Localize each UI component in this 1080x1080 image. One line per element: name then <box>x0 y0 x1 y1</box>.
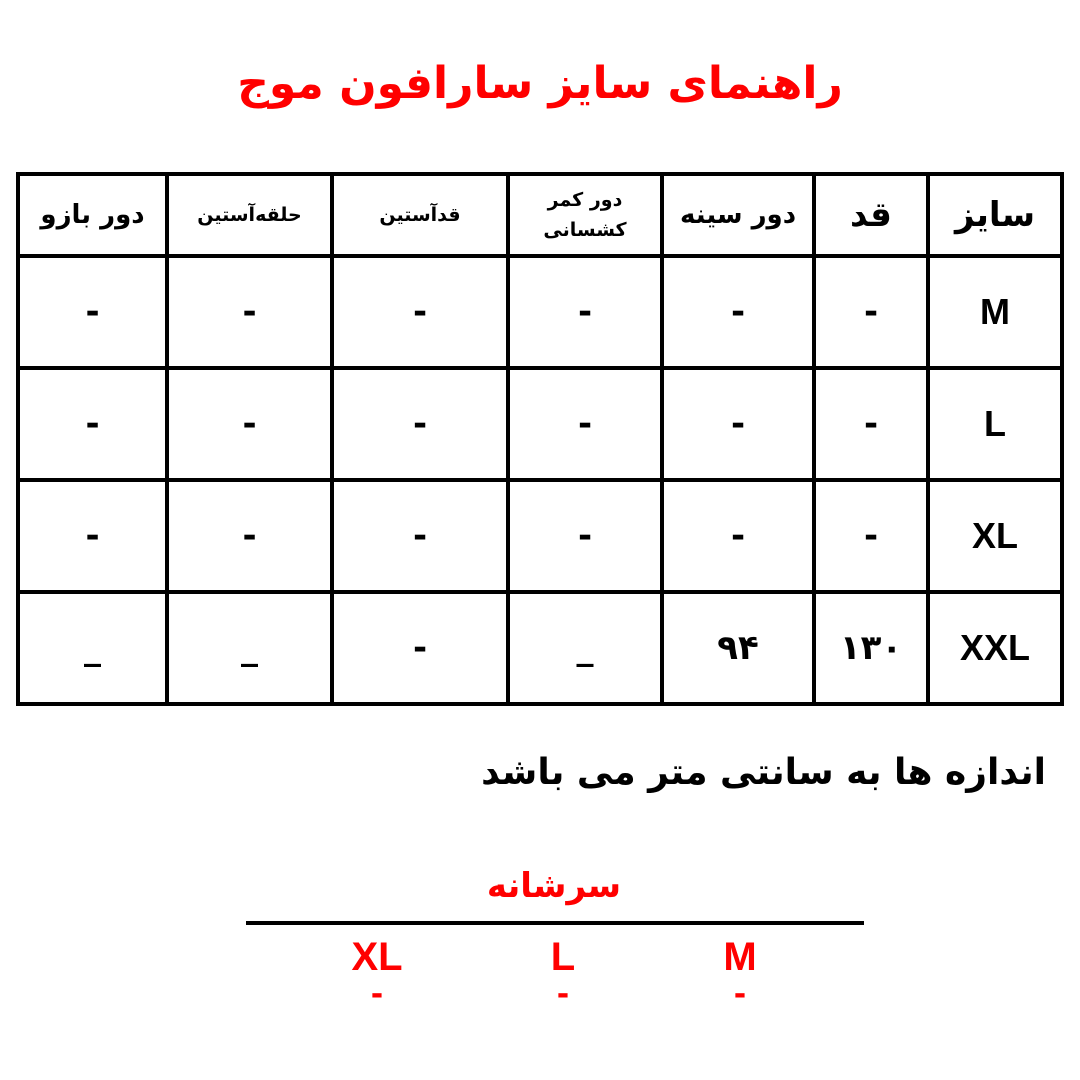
shoulder-size-label: XL <box>351 935 403 979</box>
table-header-row <box>18 174 1062 256</box>
shoulder-size-value: - <box>556 977 570 1012</box>
shoulder-size-label: M <box>723 935 757 979</box>
header-arm: دور بازو <box>18 174 167 256</box>
cell-sleeve-ring: - <box>167 480 332 592</box>
table-row <box>18 256 1062 368</box>
shoulder-divider <box>246 921 864 925</box>
cell-sleeve-length: - <box>332 368 508 480</box>
cell-waist: - <box>508 256 662 368</box>
header-size: سایز <box>928 174 1062 256</box>
cell-sleeve-ring: - <box>167 368 332 480</box>
cell-arm: _ <box>18 592 167 704</box>
cell-height: ۱۳۰ <box>814 592 928 704</box>
cell-size: L <box>928 368 1062 480</box>
cell-sleeve-length: - <box>332 480 508 592</box>
cell-arm: - <box>18 256 167 368</box>
cell-size: XXL <box>928 592 1062 704</box>
size-table <box>16 172 1064 706</box>
table-row <box>18 592 1062 704</box>
shoulder-size-value: - <box>370 977 384 1012</box>
header-waist <box>508 174 662 256</box>
cell-sleeve-length: - <box>332 592 508 704</box>
shoulder-size-label: L <box>550 935 576 979</box>
table-row <box>18 480 1062 592</box>
shoulder-item-xl <box>307 928 447 1012</box>
shoulder-item-l <box>493 928 633 1012</box>
cell-chest: - <box>662 368 814 480</box>
header-chest: دور سینه <box>662 174 814 256</box>
cell-arm: - <box>18 480 167 592</box>
cell-height: - <box>814 256 928 368</box>
cell-arm: - <box>18 368 167 480</box>
cell-size: XL <box>928 480 1062 592</box>
cell-chest: - <box>662 480 814 592</box>
cell-waist: _ <box>508 592 662 704</box>
units-note: اندازه ها به سانتی متر می باشد <box>481 752 1046 793</box>
cell-height: - <box>814 368 928 480</box>
table-row <box>18 368 1062 480</box>
shoulder-title: سرشانه <box>486 866 622 906</box>
header-sleeve-length: قدآستین <box>332 174 508 256</box>
cell-chest: - <box>662 256 814 368</box>
page-title: راهنمای سایز سارافون موج <box>237 58 843 109</box>
header-sleeve-ring: حلقه‌آستین <box>167 174 332 256</box>
cell-waist: - <box>508 368 662 480</box>
cell-height: - <box>814 480 928 592</box>
cell-size: M <box>928 256 1062 368</box>
cell-sleeve-length: - <box>332 256 508 368</box>
cell-sleeve-ring: - <box>167 256 332 368</box>
header-height: قد <box>814 174 928 256</box>
header-waist-label: دور کمر کشسانی <box>543 189 627 241</box>
cell-waist: - <box>508 480 662 592</box>
shoulder-size-value: - <box>733 977 747 1012</box>
cell-sleeve-ring: _ <box>167 592 332 704</box>
shoulder-item-m <box>670 928 810 1012</box>
cell-chest: ۹۴ <box>662 592 814 704</box>
